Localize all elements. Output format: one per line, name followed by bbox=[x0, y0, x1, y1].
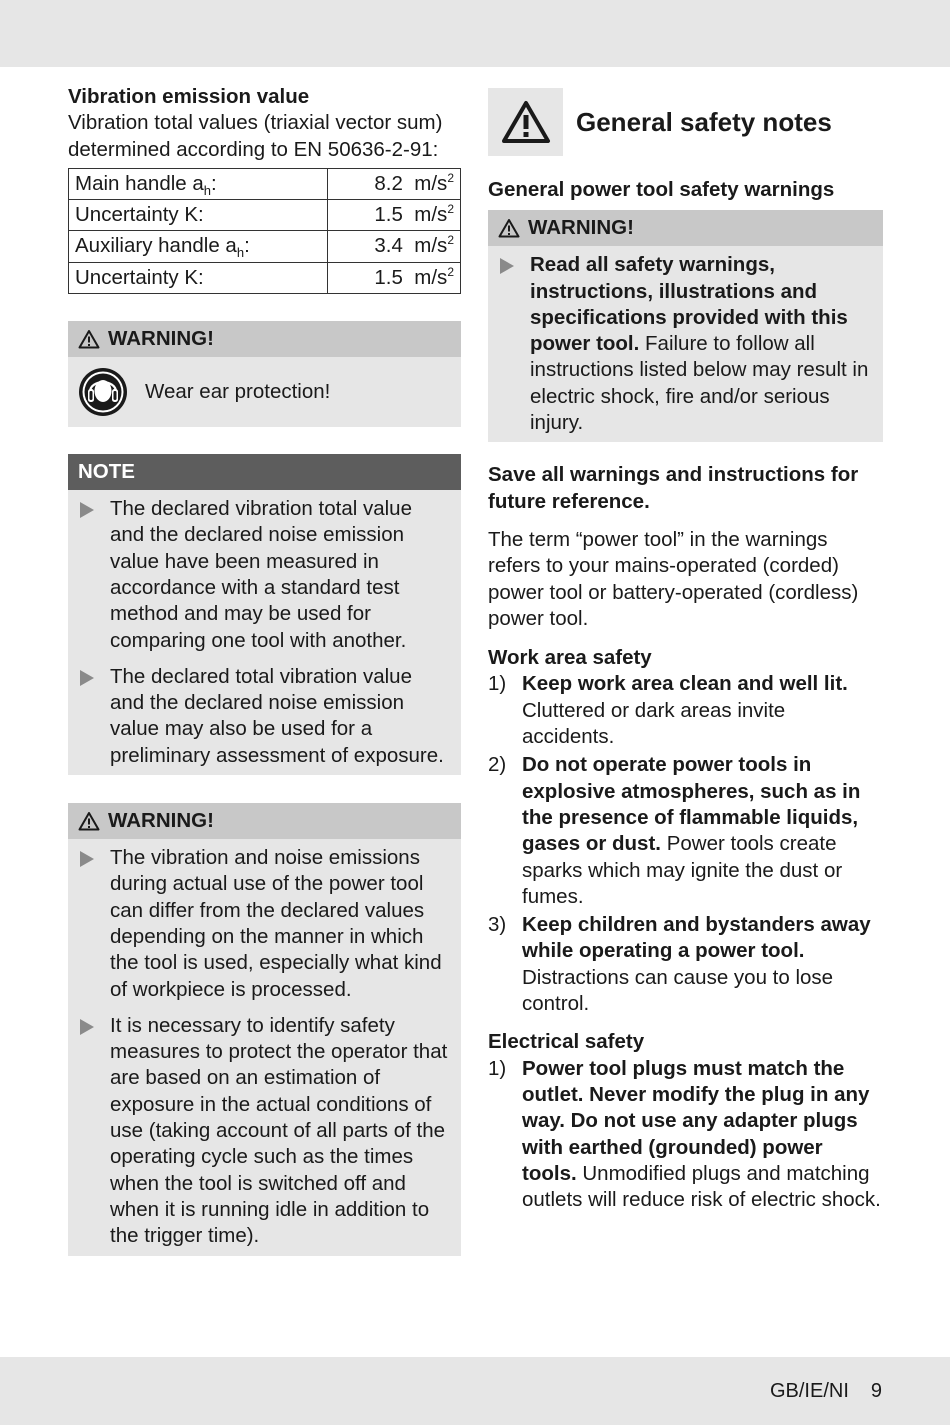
list-item: The vibration and noise emissions during actual use of the power tool can differ from the declared values depending on the manner in which the tool is used, especially what kind of workpiece is processed. bbox=[78, 845, 451, 1003]
warning-triangle-icon bbox=[501, 100, 551, 144]
note-body bbox=[68, 490, 461, 775]
work-area-list bbox=[488, 671, 883, 1017]
vibration-heading: Vibration emission value bbox=[68, 85, 310, 108]
subheading: General power tool safety warnings bbox=[488, 178, 835, 201]
right-column bbox=[488, 88, 883, 1215]
bullet-arrow-icon bbox=[80, 502, 94, 518]
warning-header bbox=[488, 210, 883, 246]
warning-header bbox=[68, 321, 461, 357]
ear-protection-warning-box bbox=[68, 321, 461, 427]
table-cell-label: Main handle $a_h$: bbox=[69, 168, 328, 199]
table-row bbox=[69, 262, 461, 293]
section-icon-box bbox=[488, 88, 563, 156]
table-cell-value: 1.5 $m/s^2$ bbox=[328, 200, 461, 231]
electrical-list bbox=[488, 1056, 883, 1214]
table-cell-label: Uncertainty K: bbox=[69, 262, 328, 293]
table-cell-label: Auxiliary handle $a_h$: bbox=[69, 231, 328, 262]
page-footer bbox=[770, 1378, 882, 1404]
ear-protection-text: Wear ear protection! bbox=[145, 379, 331, 403]
warning-title: WARNING! bbox=[108, 808, 214, 832]
warning-body bbox=[68, 357, 461, 427]
bullet-arrow-icon bbox=[500, 258, 514, 274]
table-row bbox=[69, 200, 461, 231]
bullet-arrow-icon bbox=[80, 851, 94, 867]
list-item: 2) Do not operate power tools in explosive atmospheres, such as in the presence of flammable liquids, gases or dust. Power tools create sparks which may ignite the dust or fumes. bbox=[488, 753, 861, 908]
electrical-heading: Electrical safety bbox=[488, 1030, 645, 1054]
power-tool-warning-box bbox=[488, 210, 883, 442]
table-row bbox=[69, 231, 461, 262]
warning-triangle-icon bbox=[498, 218, 520, 238]
table-cell-value: 3.4 $m/s^2$ bbox=[328, 231, 461, 262]
vibration-intro: Vibration total values (triaxial vector sum) determined according to EN 50636-2-91: bbox=[68, 111, 443, 161]
table-cell-label: Uncertainty K: bbox=[69, 200, 328, 231]
list-item: 3) Keep children and bystanders away while operating a power tool. Distractions can cause you to lose control. bbox=[488, 913, 871, 1016]
table-row bbox=[69, 168, 461, 199]
warning-triangle-icon bbox=[78, 329, 100, 349]
warning-title: WARNING! bbox=[528, 216, 634, 240]
region-code: GB/IE/NI bbox=[769, 1380, 849, 1402]
list-item: Read all safety warnings, instructions, illustrations and specifications provided with this power tool. Failure to follow all instructions listed below may result in electric shock, fire and/or serious injury. bbox=[498, 252, 873, 436]
warning-triangle-icon bbox=[78, 811, 100, 831]
warning-header bbox=[68, 803, 461, 839]
table-cell-value: 1.5 $m/s^2$ bbox=[328, 262, 461, 293]
note-header: NOTE bbox=[68, 454, 461, 490]
vibration-warning-box bbox=[68, 803, 461, 1255]
ear-protection-icon bbox=[78, 367, 128, 417]
bullet-arrow-icon bbox=[80, 670, 94, 686]
note-box bbox=[68, 454, 461, 775]
left-column bbox=[68, 84, 461, 1256]
table-cell-value: 8.2 $m/s^2$ bbox=[328, 168, 461, 199]
section-header bbox=[488, 88, 883, 156]
list-item: 1) Power tool plugs must match the outlet. Never modify the plug in any way. Do not use any adapter plugs with earthed (grounded) power tools. Unmodified plugs and matching outlets will reduce risk of electric shock. bbox=[488, 1056, 881, 1212]
page-header-bar bbox=[0, 0, 950, 67]
section-title: General safety notes bbox=[576, 106, 832, 137]
list-item: 1) Keep work area clean and well lit. Cluttered or dark areas invite accidents. bbox=[488, 672, 848, 749]
list-item: The declared vibration total value and the declared noise emission value have been measured in accordance with a standard test method and may be used for comparing one tool with another. bbox=[78, 496, 451, 654]
page-number: 9 bbox=[870, 1380, 882, 1402]
list-item: The declared total vibration value and the declared noise emission value may also be used for a preliminary assessment of exposure. bbox=[78, 664, 451, 769]
warning-body bbox=[488, 246, 883, 442]
save-instructions: Save all warnings and instructions for future reference. bbox=[488, 463, 859, 513]
bullet-arrow-icon bbox=[80, 1019, 94, 1035]
vibration-table bbox=[68, 168, 461, 294]
warning-title: WARNING! bbox=[108, 326, 214, 350]
term-definition: The term “power tool” in the warnings refers to your mains-operated (corded) power tool or battery-operated (cordless) power tool. bbox=[488, 527, 859, 630]
list-item: It is necessary to identify safety measures to protect the operator that are based on an estimation of exposure in the actual conditions of use (taking account of all parts of the operating cycle such as the times when the tool is switched off and when it is running idle in addition to the trigger time). bbox=[78, 1013, 451, 1250]
warning-body bbox=[68, 839, 461, 1255]
work-area-heading: Work area safety bbox=[488, 646, 652, 670]
